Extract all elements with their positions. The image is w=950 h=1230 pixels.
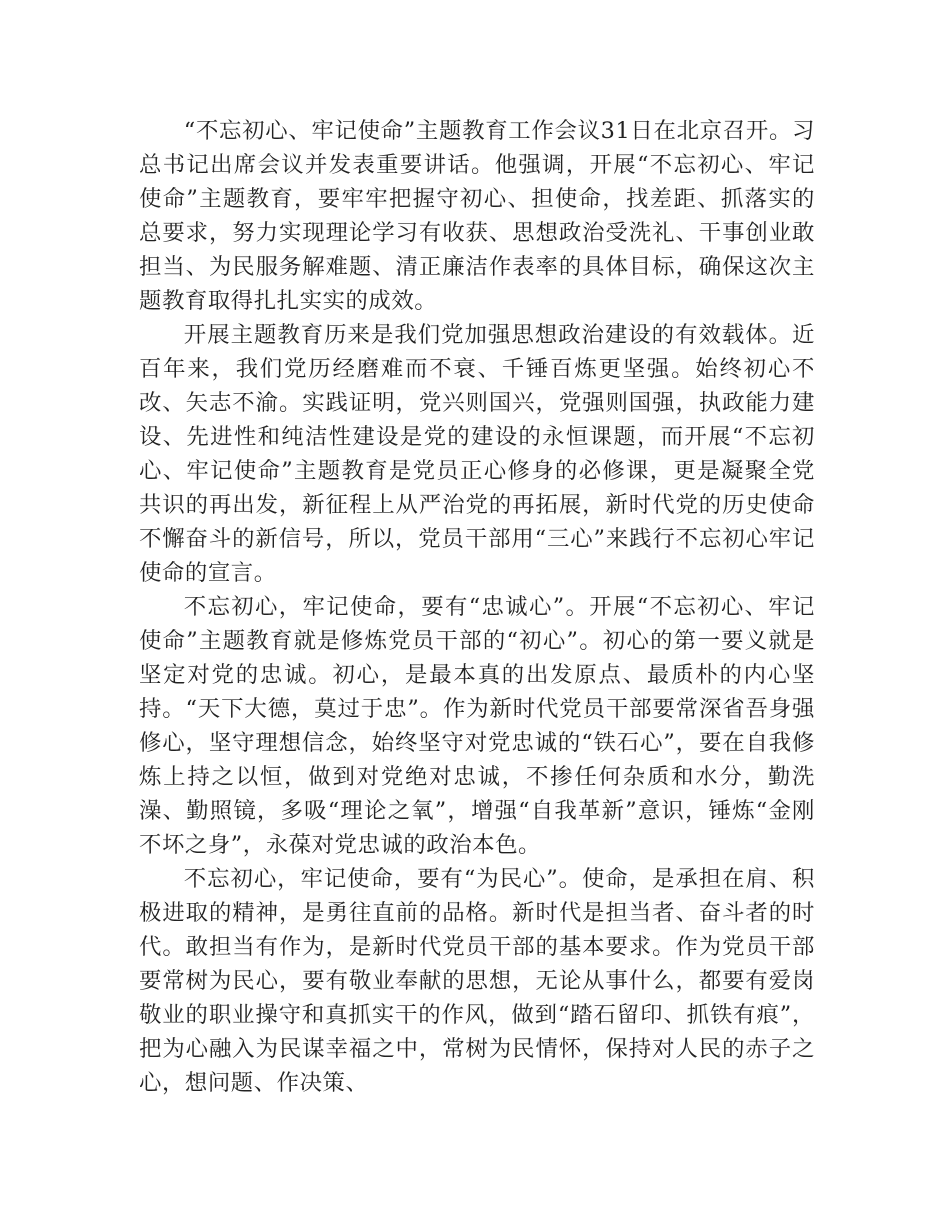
paragraph-3: 不忘初心，牢记使命，要有“忠诚心”。开展“不忘初心、牢记使命”主题教育就是修炼党员干部的“初心”。初心的第一要义就是坚定对党的忠诚。初心，是最本真的出发原点、最质朴的内心坚持。“天下大德，莫过于忠”。作为新时代党员干部要常深省吾身强修心，坚守理想信念，始终坚守对党忠诚的“铁石心”，要在自我修炼上持之以恒，做到对党绝对忠诚，不掺任何杂质和水分，勤洗澡、勤照镜，多吸“理论之氧”，增强“自我革新”意识，锤炼“金刚不坏之身”，永葆对党忠诚的政治本色。 bbox=[139, 594, 815, 858]
document-body bbox=[139, 114, 815, 1100]
paragraph-2: 开展主题教育历来是我们党加强思想政治建设的有效载体。近百年来，我们党历经磨难而不衰、千锤百炼更坚强。始终初心不改、矢志不渝。实践证明，党兴则国兴，党强则国强，执政能力建设、先进性和纯洁性建设是党的建设的永恒课题，而开展“不忘初心、牢记使命”主题教育是党员正心修身的必修课，更是凝聚全党共识的再出发，新征程上从严治党的再拓展，新时代党的历史使命不懈奋斗的新信号，所以，党员干部用“三心”来践行不忘初心牢记使命的宣言。 bbox=[139, 322, 815, 586]
paragraph-4: 不忘初心，牢记使命，要有“为民心”。使命，是承担在肩、积极进取的精神，是勇往直前的品格。新时代是担当者、奋斗者的时代。敢担当有作为，是新时代党员干部的基本要求。作为党员干部要常树为民心，要有敬业奉献的思想，无论从事什么，都要有爱岗敬业的职业操守和真抓实干的作风，做到“踏石留印、抓铁有痕”，把为心融入为民谋幸福之中，常树为民情怀，保持对人民的赤子之心，想问题、作决策、 bbox=[139, 866, 815, 1096]
paragraph-1: “不忘初心、牢记使命”主题教育工作会议31日在北京召开。习总书记出席会议并发表重要讲话。他强调，开展“不忘初心、牢记使命”主题教育，要牢牢把握守初心、担使命，找差距、抓落实的总要求，努力实现理论学习有收获、思想政治受洗礼、干事创业敢担当、为民服务解难题、清正廉洁作表率的具体目标，确保这次主题教育取得扎扎实实的成效。 bbox=[139, 118, 815, 314]
